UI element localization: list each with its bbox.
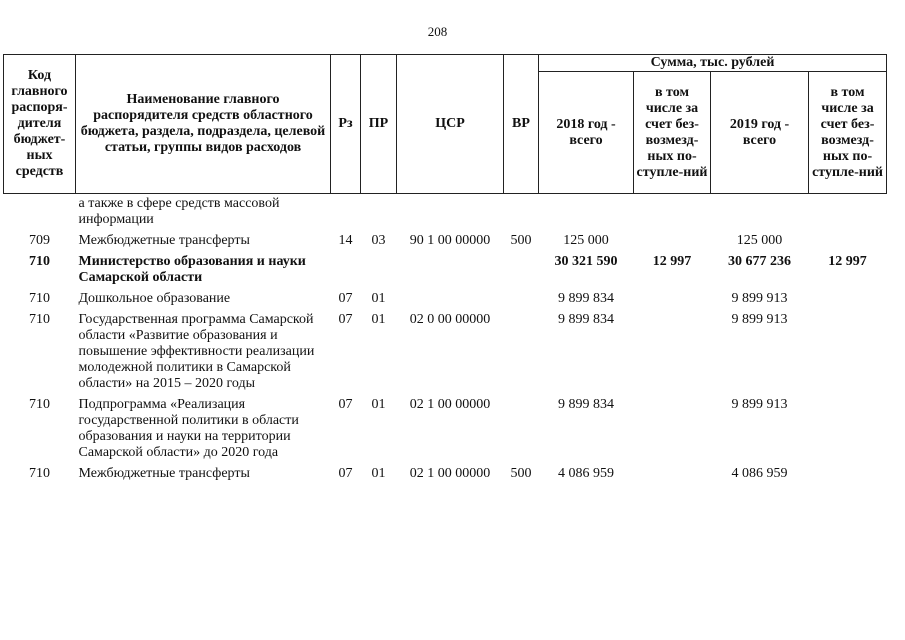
header-2018-total: 2018 год - всего [539,72,634,194]
row-2019-total: 30 677 236 [728,254,791,269]
row-2018-free [634,289,711,310]
table-row [4,289,887,310]
row-csr: 02 1 00 00000 [409,397,491,412]
row-2018-total: 9 899 834 [558,397,614,412]
row-2018-free [634,231,711,252]
header-csr: ЦСР [397,55,504,194]
row-2018-total: 30 321 590 [554,254,618,269]
page-number: 208 [427,24,448,39]
row-2019-free [809,464,887,485]
row-2019-free [809,310,887,395]
row-code: 710 [29,312,50,327]
row-2019-total: 9 899 913 [731,397,788,412]
table-row [4,310,887,395]
row-2018-total: 125 000 [563,233,609,248]
row-vr [504,310,539,395]
table-row [4,252,887,289]
row-2018-free: 12 997 [652,254,692,269]
header-2019-total: 2019 год - всего [711,72,809,194]
row-2019-total [711,194,809,232]
header-code: Код главного распоря-дителя бюджет-ных средств [4,55,76,194]
row-code: 710 [29,254,50,269]
row-csr: 02 1 00 00000 [409,466,491,481]
row-vr [504,252,539,289]
row-vr: 500 [510,233,532,248]
row-rz: 07 [338,312,353,327]
row-name: Министерство образования и науки Самарской области [78,254,306,285]
row-vr [504,289,539,310]
header-2018-free: в том числе за счет без-возмезд-ных по-ступле-ний [634,72,711,194]
header-sum-group: Сумма, тыс. рублей [539,55,887,72]
row-csr [397,289,504,310]
row-code [4,194,76,232]
row-pr: 01 [371,312,386,327]
row-2019-total: 9 899 913 [731,312,788,327]
budget-table [3,54,887,485]
row-code: 710 [29,397,50,412]
row-rz: 14 [338,233,353,248]
row-name: Подпрограмма «Реализация государственной политики в области образования и науки на территории Самарской области» до 2020 года [78,397,299,460]
row-2018-free [634,395,711,464]
header-2019-free: в том числе за счет без-возмезд-ных по-ступле-ний [809,72,887,194]
row-2019-total: 4 086 959 [731,466,788,481]
table-row [4,464,887,485]
row-2018-total: 9 899 834 [558,312,614,327]
row-csr [397,252,504,289]
header-vr: ВР [504,55,539,194]
row-name: Межбюджетные трансферты [78,466,250,481]
header-name: Наименование главного распорядителя средств областного бюджета, раздела, подраздела, целевой статьи, группы видов расходов [76,55,331,194]
row-vr [504,194,539,232]
header-rz: Рз [331,55,361,194]
row-2019-free [809,231,887,252]
row-csr: 90 1 00 00000 [409,233,491,248]
row-2018-free [634,464,711,485]
table-row [4,395,887,464]
row-name: Дошкольное образование [78,291,231,306]
table-row [4,231,887,252]
row-csr: 02 0 00 00000 [409,312,491,327]
row-pr [361,194,397,232]
row-rz [331,194,361,232]
row-vr: 500 [510,466,532,481]
row-pr: 01 [371,397,386,412]
row-code: 710 [29,466,50,481]
row-2018-free [634,194,711,232]
row-name: а также в сфере средств массовой информации [78,196,280,227]
row-pr: 03 [371,233,386,248]
row-rz: 07 [338,397,353,412]
row-name: Государственная программа Самарской области «Развитие образования и повышение эффективности реализации молодежной политики в Самарской области» на 2015 – 2020 годы [78,312,315,391]
row-2018-total [539,194,634,232]
row-pr: 01 [371,291,386,306]
row-2019-total: 125 000 [736,233,783,248]
row-name: Межбюджетные трансферты [78,233,250,248]
row-2019-total: 9 899 913 [731,291,788,306]
row-code: 710 [29,291,50,306]
row-2018-free [634,310,711,395]
row-rz: 07 [338,291,353,306]
table-row [4,194,887,232]
row-2019-free [809,395,887,464]
row-rz: 07 [338,466,353,481]
row-2019-free [809,289,887,310]
table-body [4,194,887,486]
row-2019-free: 12 997 [828,254,867,269]
header-pr: ПР [361,55,397,194]
row-code: 709 [29,233,50,248]
row-rz [331,252,361,289]
row-pr: 01 [371,466,386,481]
row-pr [361,252,397,289]
row-vr [504,395,539,464]
row-2018-total: 4 086 959 [558,466,614,481]
row-2019-free [809,194,887,232]
row-2018-total: 9 899 834 [558,291,614,306]
row-csr [397,194,504,232]
